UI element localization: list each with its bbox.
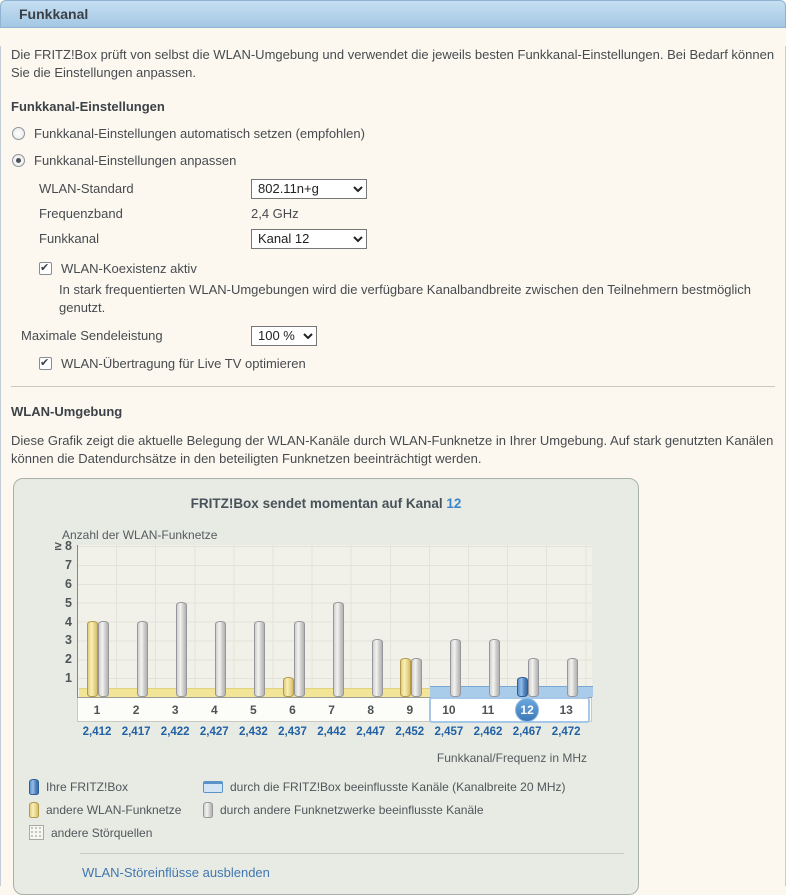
wlan-environment-panel — [13, 478, 639, 895]
frequency-label: 2,452 — [395, 726, 425, 738]
legend-item — [29, 779, 199, 795]
legend-label: durch andere Funknetzwerke beeinflusste Kanäle — [220, 803, 484, 817]
y-tick: 6 — [65, 576, 72, 591]
page-title — [0, 0, 786, 28]
funkkanal-select[interactable] — [251, 229, 367, 249]
influenced-bar — [450, 639, 461, 697]
umgebung-description: Diese Grafik zeigt die aktuelle Belegung der WLAN-Kanäle durch WLAN-Funknetze in Ihrer Umgebung. Auf stark genutzten Kanälen können die Datendurchsätze in den beteiligten Funknetzen beeinträchtigt werden. — [11, 433, 774, 466]
frequency-label: 2,412 — [82, 726, 112, 738]
legend-label: andere WLAN-Funknetze — [46, 803, 182, 817]
frequency-label: 2,417 — [121, 726, 151, 738]
panel-divider — [80, 853, 624, 854]
sendeleistung-label: Maximale Sendeleistung — [21, 328, 163, 343]
y-tick: 2 — [65, 652, 72, 667]
auto-mode-label: Funkkanal-Einstellungen automatisch setzen (empfohlen) — [34, 125, 365, 141]
wlan-standard-select[interactable] — [251, 179, 367, 199]
other-network-bar — [400, 658, 411, 697]
page-title-text: Funkkanal — [19, 6, 89, 22]
wlan-standard-row — [39, 176, 775, 201]
radio-row-auto[interactable] — [12, 125, 775, 141]
frequency-label: 2,472 — [551, 726, 581, 738]
chart-title-channel: 12 — [446, 496, 462, 511]
legend-item — [29, 825, 199, 840]
radio-row-manual[interactable] — [12, 152, 775, 168]
frequency-label: 2,467 — [512, 726, 542, 738]
fritzbox-bar-icon — [29, 779, 39, 795]
channel-label: 9 — [406, 703, 414, 717]
settings-heading: Funkkanal-Einstellungen — [11, 99, 165, 114]
influenced-bar — [567, 658, 578, 697]
frequency-label: 2,427 — [199, 726, 229, 738]
legend-label: andere Störquellen — [51, 825, 153, 840]
section-divider — [11, 386, 775, 387]
frequenzband-row — [39, 201, 775, 226]
influenced-bar — [528, 658, 539, 697]
chart-legend — [29, 779, 638, 840]
channel-label: 5 — [250, 703, 257, 717]
legend-item — [29, 802, 199, 818]
legend-item — [203, 802, 638, 818]
wlan-standard-label: WLAN-Standard — [39, 181, 134, 196]
legend-item — [203, 780, 638, 794]
interference-box-icon — [29, 825, 44, 840]
other-network-bar — [283, 677, 294, 697]
legend-label: Ihre FRITZ!Box — [46, 780, 129, 794]
legend-label: durch die FRITZ!Box beeinflusste Kanäle (Kanalbreite 20 MHz) — [230, 780, 566, 794]
influenced-bar — [137, 621, 148, 698]
fritzbox-band-icon — [203, 781, 223, 793]
influenced-bar — [372, 639, 383, 697]
y-axis-label: Anzahl der WLAN-Funknetze — [62, 528, 218, 542]
other-networks-bar-icon — [29, 802, 39, 818]
koexistenz-label: WLAN-Koexistenz aktiv — [61, 260, 197, 276]
manual-mode-radio[interactable] — [12, 154, 25, 167]
chart-title-prefix: FRITZ!Box sendet momentan auf Kanal — [190, 496, 443, 511]
intro-text: Die FRITZ!Box prüft von selbst die WLAN-Umgebung und verwendet die jeweils besten Funkkanal-Einstellungen. Bei Bedarf können Sie die Einstellungen anpassen. — [11, 47, 775, 80]
chart-frequency-row — [77, 726, 592, 743]
fritzbox-bar — [517, 677, 528, 697]
koexistenz-checkbox[interactable] — [39, 262, 52, 275]
chart-plot — [54, 539, 592, 698]
frequency-label: 2,447 — [356, 726, 386, 738]
other-network-bar — [87, 621, 98, 698]
influenced-bar — [294, 621, 305, 698]
auto-mode-radio[interactable] — [12, 127, 25, 140]
frequency-label: 2,442 — [317, 726, 346, 738]
influenced-bar — [215, 621, 226, 698]
livetv-checkbox[interactable] — [39, 357, 52, 370]
y-tick: 3 — [65, 633, 72, 648]
influenced-bar — [333, 602, 344, 697]
current-channel-badge: 12 — [515, 698, 539, 722]
page-body — [0, 46, 786, 886]
influenced-bar — [254, 621, 265, 698]
channel-label: 11 — [481, 703, 495, 717]
channel-label: 10 — [442, 703, 456, 717]
influenced-bar — [411, 658, 422, 697]
umgebung-heading: WLAN-Umgebung — [11, 404, 123, 419]
frequency-label: 2,437 — [278, 726, 307, 738]
y-tick: 1 — [65, 671, 72, 686]
frequency-label: 2,462 — [473, 726, 503, 738]
y-tick: 7 — [65, 557, 72, 572]
koexistenz-description: In stark frequentierten WLAN-Umgebungen wird die verfügbare Kanalbandbreite zwischen den Teilnehmern bestmöglich genutzt. — [59, 282, 752, 315]
frequency-label: 2,422 — [160, 726, 190, 738]
y-tick: ≥ 8 — [54, 539, 72, 553]
frequency-label: 2,432 — [239, 726, 268, 738]
frequenzband-value: 2,4 GHz — [251, 206, 299, 221]
channel-label: 3 — [171, 703, 179, 717]
influenced-bar — [489, 639, 500, 697]
channel-label: 1 — [93, 703, 101, 717]
other-influenced-bar-icon — [203, 802, 213, 818]
x-axis-label: Funkkanal/Frequenz in MHz — [436, 751, 587, 765]
channel-label: 8 — [367, 703, 375, 717]
chart-area — [54, 539, 592, 765]
funkkanal-label: Funkkanal — [39, 231, 99, 246]
chart-channel-row — [77, 698, 592, 723]
chart-title — [14, 496, 638, 511]
sendeleistung-select[interactable] — [251, 326, 317, 346]
channel-label: 6 — [289, 703, 296, 717]
hide-interference-link[interactable]: WLAN-Störeinflüsse ausblenden — [82, 865, 270, 880]
influenced-bar — [98, 621, 109, 698]
channel-label: 13 — [559, 703, 573, 717]
sendeleistung-row — [21, 323, 775, 348]
koexistenz-row[interactable] — [39, 260, 775, 276]
frequenzband-label: Frequenzband — [39, 206, 123, 221]
channel-label: 7 — [328, 703, 335, 717]
frequency-label: 2,457 — [434, 726, 464, 738]
funkkanal-row — [39, 226, 775, 251]
channel-label: 2 — [132, 703, 140, 717]
livetv-row[interactable] — [39, 355, 775, 371]
y-tick: 5 — [65, 595, 72, 610]
livetv-label: WLAN-Übertragung für Live TV optimieren — [61, 355, 306, 371]
channel-label: 4 — [210, 703, 218, 717]
influenced-bar — [176, 602, 187, 697]
manual-mode-label: Funkkanal-Einstellungen anpassen — [34, 152, 237, 168]
y-tick: 4 — [65, 614, 72, 629]
